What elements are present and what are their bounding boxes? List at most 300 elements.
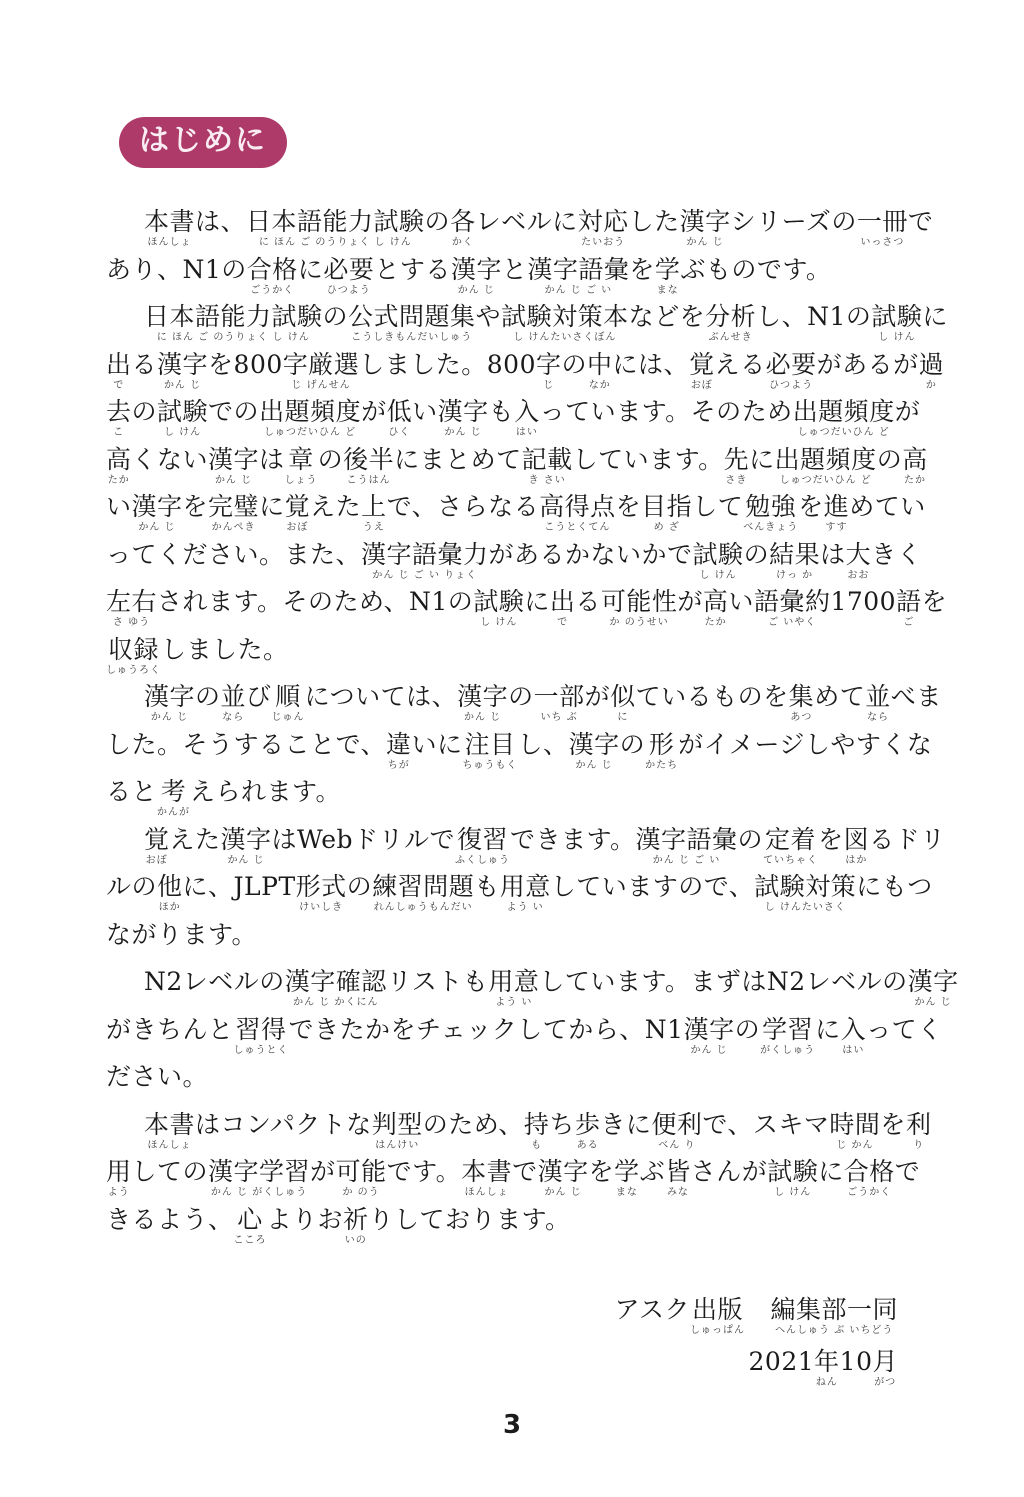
section-title-badge <box>119 117 287 168</box>
base-text: るドリ <box>869 824 946 854</box>
base-text: シリーズの <box>730 207 857 236</box>
ruby-segment <box>343 444 394 487</box>
base-text: 漢字 <box>208 444 260 474</box>
text-segment <box>728 586 754 617</box>
base-text: 集 <box>788 682 815 711</box>
furigana: ご <box>903 617 915 628</box>
furigana: こころ <box>233 1234 267 1246</box>
text-line <box>106 444 930 492</box>
base-text: の <box>561 349 588 379</box>
ruby-segment <box>500 871 551 914</box>
text-segment <box>702 1109 829 1140</box>
furigana: たか <box>704 617 727 628</box>
furigana: なら <box>866 712 889 723</box>
text-segment <box>369 1204 571 1235</box>
furigana: ふくしゅう <box>455 854 511 866</box>
base-text: の <box>131 397 158 426</box>
text-segment <box>815 1014 841 1045</box>
base-text: 祈 <box>343 1204 369 1234</box>
base-text: 入 <box>514 397 540 426</box>
base-text: べま <box>890 682 942 711</box>
base-text: 入 <box>840 1014 867 1044</box>
base-text: に <box>297 254 324 284</box>
text-segment <box>636 681 789 712</box>
text-segment <box>715 349 766 380</box>
furigana: おぼ <box>145 854 168 866</box>
furigana: いっさつ <box>860 237 905 248</box>
furigana: かん じ <box>227 854 265 866</box>
ruby-segment <box>684 1014 735 1057</box>
ruby-segment <box>766 349 817 392</box>
base-text: 結果 <box>769 539 821 569</box>
base-text: レベルに <box>475 207 578 236</box>
furigana: たか <box>903 474 926 486</box>
page-number: 3 <box>502 1410 522 1440</box>
text-segment <box>817 349 919 380</box>
ruby-segment <box>857 206 908 249</box>
furigana: かん じ <box>575 759 613 771</box>
furigana: かん じ ご い <box>544 284 613 296</box>
ruby-segment <box>769 539 820 582</box>
text-segment <box>246 681 272 712</box>
ruby-segment <box>655 254 681 297</box>
base-text: できたかをチェックしてから、N1 <box>288 1014 684 1044</box>
furigana: しゅうろく <box>106 664 161 676</box>
ruby-segment <box>361 491 387 534</box>
furigana: ほんしょ <box>464 1187 509 1198</box>
base-text: の <box>424 207 451 236</box>
text-segment <box>512 1156 538 1187</box>
base-text: 学習 <box>762 1014 814 1044</box>
ruby-segment <box>488 966 539 1009</box>
ruby-segment <box>689 349 715 392</box>
base-text: の <box>508 682 534 711</box>
base-text: していますので、 <box>550 872 755 901</box>
base-text: しました。 <box>161 634 289 664</box>
text-segment <box>735 1014 761 1045</box>
text-line <box>106 586 948 634</box>
furigana: なら <box>222 712 245 723</box>
ruby-segment <box>283 349 360 392</box>
furigana: め ざ <box>653 522 680 533</box>
furigana: ちゅうもく <box>462 759 518 771</box>
text-segment <box>298 254 324 285</box>
base-text: 試験 <box>871 302 923 331</box>
base-text: を <box>798 492 824 521</box>
text-segment <box>549 1109 575 1140</box>
furigana: ほか <box>158 902 181 913</box>
ruby-segment <box>259 396 361 439</box>
furigana: うえ <box>362 522 385 533</box>
text-segment <box>394 444 522 475</box>
furigana: ていちゃく <box>763 854 819 866</box>
furigana: じゅん <box>271 712 305 723</box>
base-text: や <box>475 302 502 331</box>
base-text: 違 <box>386 729 412 759</box>
base-text: の <box>743 539 770 569</box>
furigana: かん じ がくしゅう <box>210 1187 308 1198</box>
base-text: アスク <box>614 1295 690 1324</box>
base-text: 上 <box>361 492 387 521</box>
text-line <box>106 634 930 682</box>
base-text: 試験 <box>767 1157 819 1186</box>
text-line <box>106 396 930 444</box>
furigana: おぼ <box>286 522 309 533</box>
ruby-segment <box>865 681 891 724</box>
ruby-segment <box>919 349 945 392</box>
base-text <box>745 1294 771 1325</box>
furigana: かん じ <box>444 427 482 438</box>
ruby-segment <box>361 539 489 582</box>
base-text: 先 <box>723 444 750 474</box>
base-text: は <box>820 539 846 569</box>
ruby-segment <box>550 586 576 629</box>
text-segment <box>387 1156 462 1187</box>
ruby-segment <box>908 966 959 1009</box>
text-segment <box>820 539 846 570</box>
text-segment <box>132 444 209 475</box>
base-text: 語 <box>896 587 922 616</box>
base-text: 勉強 <box>745 492 797 521</box>
base-text: 本書 <box>461 1157 513 1186</box>
ruby-segment <box>386 729 412 772</box>
ruby-segment <box>760 1014 815 1057</box>
furigana: ねん <box>815 1377 838 1388</box>
base-text: ると <box>106 777 158 806</box>
text-segment <box>412 396 438 427</box>
ruby-segment <box>144 1109 195 1152</box>
base-text: 一冊 <box>856 207 908 236</box>
base-text: されます。そのため、N1の <box>157 587 474 616</box>
furigana: かんが <box>157 807 191 818</box>
furigana: で <box>113 379 125 391</box>
ruby-segment <box>343 1204 369 1247</box>
base-text: も <box>474 872 500 901</box>
base-text: 収録 <box>107 634 159 664</box>
base-text: があるが <box>816 349 919 379</box>
text-segment <box>629 254 655 285</box>
ruby-segment <box>221 824 272 867</box>
base-text: ぶ <box>639 1157 666 1186</box>
base-text: 過 <box>918 349 945 379</box>
furigana: ごうかく <box>847 1187 892 1198</box>
base-text: 漢字 <box>568 729 620 759</box>
text-segment <box>106 776 157 807</box>
furigana: れんしゅうもんだい <box>373 902 473 913</box>
furigana: し けんたいさくぼん <box>513 332 617 343</box>
ruby-segment <box>846 539 872 582</box>
ruby-segment <box>455 824 510 867</box>
furigana: たいおう <box>581 237 626 248</box>
furigana: かん じ ご い <box>652 854 721 866</box>
ruby-segment <box>601 586 678 629</box>
base-text: の <box>876 444 903 474</box>
furigana: ほんしょ <box>147 1139 192 1151</box>
base-text: に <box>922 302 948 331</box>
base-text: 漢字 <box>683 1014 735 1044</box>
base-text: 高 <box>106 444 132 474</box>
furigana: まな <box>656 284 679 296</box>
text-segment <box>387 491 540 522</box>
text-segment <box>677 586 703 617</box>
furigana: じ <box>543 379 555 391</box>
text-segment <box>106 919 257 950</box>
ruby-segment <box>208 491 259 534</box>
text-segment <box>170 824 221 855</box>
text-segment <box>798 491 824 522</box>
base-text: 高 <box>902 444 928 474</box>
text-segment <box>518 729 569 760</box>
furigana: に ほん ご のうりょく し けん <box>156 332 310 343</box>
base-text: 学 <box>654 254 681 284</box>
text-segment <box>840 1346 873 1377</box>
text-line <box>106 1061 930 1109</box>
ruby-segment <box>614 1156 640 1199</box>
ruby-segment <box>208 444 259 487</box>
furigana: こうしきもんだいしゅう <box>351 332 473 343</box>
furigana: けっ か <box>775 569 814 581</box>
furigana: じ げんせん <box>291 379 351 391</box>
text-line <box>106 681 942 729</box>
ruby-segment <box>690 1294 745 1337</box>
base-text: 漢字 <box>537 1157 589 1186</box>
ruby-segment <box>247 254 298 297</box>
furigana: かん じ <box>914 997 952 1008</box>
furigana: ご いやく <box>768 617 817 628</box>
ruby-segment <box>841 1014 867 1057</box>
base-text: めて <box>814 682 866 711</box>
furigana: たか <box>107 474 130 486</box>
ruby-segment <box>902 444 928 487</box>
base-text: 字 <box>536 349 562 379</box>
base-text: 去 <box>106 397 132 426</box>
base-text: 完璧 <box>208 492 260 521</box>
base-text: 皆 <box>665 1157 691 1186</box>
text-segment <box>891 681 942 712</box>
text-segment <box>691 1156 768 1187</box>
base-text: し、 <box>517 729 569 759</box>
text-segment <box>132 349 158 380</box>
base-text: 順 <box>275 682 301 711</box>
furigana: し けん <box>878 332 916 343</box>
base-text: を <box>615 492 642 521</box>
furigana: はんけい <box>375 1139 420 1151</box>
text-segment <box>895 1156 921 1187</box>
base-text: 漢字語彙力 <box>361 539 489 569</box>
ruby-segment <box>234 1204 267 1247</box>
furigana: かく <box>451 237 474 248</box>
base-text: にまとめて <box>394 444 522 474</box>
text-segment <box>267 1204 344 1235</box>
base-text: 試験 <box>473 587 525 616</box>
base-text: 字厳選 <box>282 349 360 379</box>
base-text: っています。そのため <box>539 397 793 426</box>
furigana: まな <box>615 1187 638 1198</box>
text-segment <box>489 396 515 427</box>
ruby-segment <box>246 206 425 249</box>
base-text: 並 <box>865 682 891 711</box>
text-segment <box>423 1109 524 1140</box>
base-text: 試験対策 <box>754 872 857 901</box>
base-text: 覚 <box>284 492 311 521</box>
base-text: ってく <box>866 1014 943 1044</box>
ruby-segment <box>106 396 132 439</box>
text-segment <box>539 966 907 997</box>
text-segment <box>589 1156 615 1187</box>
text-segment <box>620 729 646 760</box>
ruby-segment <box>144 301 323 344</box>
base-text: が <box>677 587 703 616</box>
furigana: か のう <box>342 1187 380 1198</box>
text-segment <box>849 491 926 522</box>
base-text: 用意 <box>488 967 540 996</box>
base-text: 出題頻度 <box>774 444 877 474</box>
furigana: し けん <box>480 617 518 628</box>
ruby-segment <box>587 349 613 392</box>
text-segment <box>489 539 693 570</box>
ruby-segment <box>534 681 585 724</box>
base-text: はWebドリルで <box>271 824 456 854</box>
ruby-segment <box>896 586 922 629</box>
ruby-segment <box>463 729 518 772</box>
base-text: 形 <box>648 729 675 759</box>
ruby-segment <box>208 1156 310 1199</box>
base-text: 大 <box>845 539 872 569</box>
ruby-segment <box>106 1156 132 1199</box>
base-text: あり、N1の <box>106 254 247 284</box>
text-segment <box>318 444 344 475</box>
furigana: し けん <box>163 427 202 438</box>
section-title-label: はじめに <box>139 123 267 158</box>
base-text: 低 <box>386 397 413 426</box>
base-text: を <box>629 254 655 284</box>
text-line <box>106 1156 930 1204</box>
base-text: N2レベルの <box>144 967 285 996</box>
base-text: 必要 <box>765 349 817 379</box>
furigana: べんきょう <box>743 522 799 533</box>
text-line <box>106 349 945 397</box>
furigana: かん じ <box>463 712 502 723</box>
text-segment <box>132 396 158 427</box>
base-text: を <box>818 824 844 854</box>
text-segment <box>310 1156 336 1187</box>
furigana: ある <box>576 1139 599 1151</box>
text-segment <box>745 1294 771 1325</box>
ruby-segment <box>906 1109 932 1152</box>
furigana: ひつよう <box>769 379 814 391</box>
base-text: 10 <box>839 1347 873 1376</box>
base-text: 日本語能力試験 <box>246 207 425 236</box>
base-text: で、さらなる <box>386 492 540 521</box>
base-text: 2021 <box>748 1347 815 1376</box>
base-text: にもつ <box>856 872 933 901</box>
base-text: 漢字 <box>679 207 731 236</box>
base-text: 用 <box>106 1157 132 1186</box>
furigana: べん り <box>658 1139 696 1151</box>
text-segment <box>374 254 451 285</box>
furigana: に ほん ご のうりょく し けん <box>258 237 412 248</box>
text-segment <box>871 539 922 570</box>
text-segment <box>524 586 550 617</box>
ruby-segment <box>106 349 132 392</box>
text-segment <box>476 301 502 332</box>
ruby-segment <box>106 444 132 487</box>
base-text: ぶものです。 <box>680 254 832 284</box>
text-segment <box>731 206 857 237</box>
base-text: 漢字 <box>437 397 489 426</box>
base-text: の <box>317 444 344 474</box>
text-segment <box>190 776 341 807</box>
text-segment <box>869 824 946 855</box>
preface-body-text <box>106 206 959 1251</box>
base-text: がイメージしやすくな <box>678 729 933 759</box>
ruby-segment <box>457 681 508 724</box>
ruby-segment <box>522 444 573 487</box>
base-text: 合格 <box>246 254 298 284</box>
ruby-segment <box>221 681 247 724</box>
base-text: には、 <box>612 349 690 379</box>
base-text: 考 <box>160 777 187 806</box>
base-text: と <box>501 254 528 284</box>
base-text: 復習 <box>457 824 509 854</box>
furigana: けいしき <box>299 902 344 913</box>
text-segment <box>106 1204 234 1235</box>
furigana: すす <box>825 522 848 533</box>
text-segment <box>347 871 373 902</box>
ruby-segment <box>844 824 870 867</box>
ruby-segment <box>132 491 183 534</box>
text-segment <box>425 206 451 237</box>
base-text: 目指 <box>641 492 693 521</box>
furigana: なか <box>588 379 611 391</box>
base-text: 心 <box>237 1204 263 1234</box>
furigana: かん じ <box>150 712 189 723</box>
text-segment <box>562 349 588 380</box>
signature-block <box>102 1294 898 1398</box>
base-text: ち <box>549 1109 575 1139</box>
base-text: 漢字 <box>220 824 272 854</box>
base-text: 出題頻度 <box>259 397 362 426</box>
base-text: を <box>921 587 948 616</box>
base-text: 可能性 <box>600 587 678 616</box>
base-text: 便利 <box>651 1109 703 1139</box>
text-segment <box>323 301 349 332</box>
furigana: さ ゆう <box>112 617 151 628</box>
base-text: きるよう、 <box>106 1204 234 1234</box>
furigana: しゅうとく <box>233 1044 289 1056</box>
base-text: 日本語能力試験 <box>144 302 323 331</box>
base-text: 漢字語彙 <box>527 254 630 284</box>
ruby-segment <box>665 1156 691 1199</box>
text-segment <box>259 444 285 475</box>
text-segment <box>749 444 775 475</box>
base-text: の <box>322 302 349 331</box>
text-segment <box>551 871 755 902</box>
base-text: 高 <box>702 587 729 616</box>
base-text: に <box>259 492 285 521</box>
text-segment <box>895 396 921 427</box>
base-text: で <box>907 207 934 236</box>
ruby-segment <box>871 301 922 344</box>
text-segment <box>183 491 209 522</box>
text-line <box>106 966 959 1014</box>
furigana: ひつよう <box>326 284 371 296</box>
ruby-segment <box>636 824 738 867</box>
ruby-segment <box>754 586 831 629</box>
base-text: で <box>512 1157 538 1186</box>
text-segment <box>272 824 455 855</box>
base-text: 後半 <box>343 444 395 474</box>
